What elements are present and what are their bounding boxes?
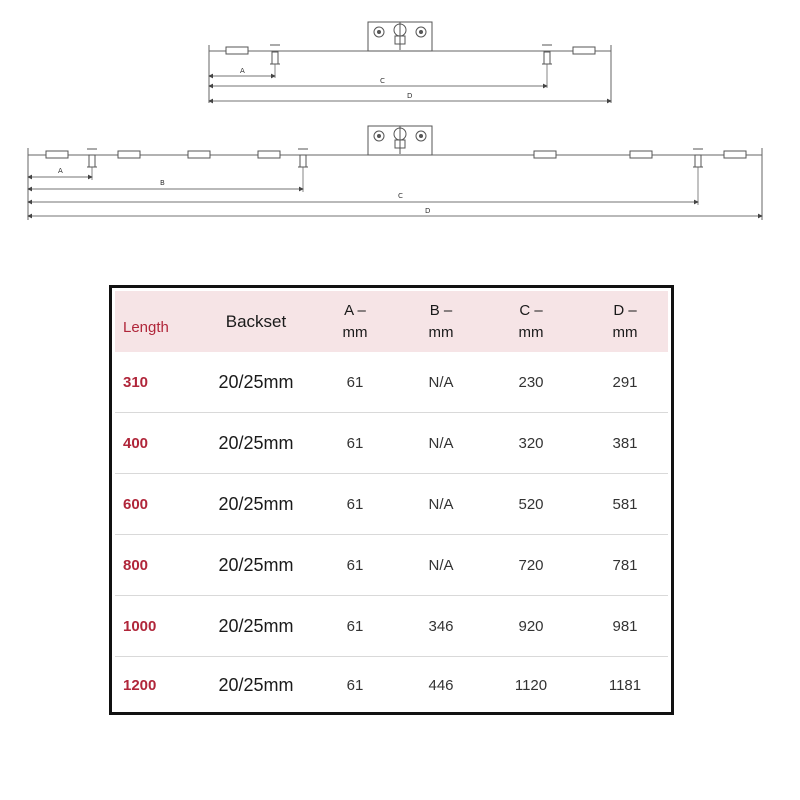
cell-d: 1181 bbox=[608, 676, 642, 694]
cell-b: N/A bbox=[428, 496, 454, 513]
svg-text:D: D bbox=[407, 92, 413, 100]
header-d-mm: D – mm bbox=[612, 301, 638, 341]
cell-b: N/A bbox=[428, 557, 454, 574]
cell-b: N/A bbox=[428, 435, 454, 452]
dimension-b-long bbox=[28, 179, 303, 189]
svg-text:C: C bbox=[380, 77, 385, 85]
hook-bolt-a bbox=[87, 149, 97, 167]
cell-length: 1000 bbox=[123, 618, 157, 635]
cell-length: 1200 bbox=[123, 676, 157, 694]
table-row bbox=[115, 413, 668, 474]
cell-d: 781 bbox=[612, 557, 638, 574]
table-row bbox=[115, 657, 668, 713]
long-lock-drawing bbox=[28, 126, 762, 220]
cell-d: 381 bbox=[612, 435, 638, 452]
table-row bbox=[115, 535, 668, 596]
short-lock-drawing bbox=[209, 22, 611, 103]
cell-b: 446 bbox=[428, 676, 454, 694]
cell-a: 61 bbox=[346, 435, 364, 452]
cell-backset: 20/25mm bbox=[218, 674, 294, 695]
cell-d: 581 bbox=[612, 496, 638, 513]
cell-length: 800 bbox=[123, 557, 149, 574]
cell-d: 291 bbox=[612, 374, 638, 391]
header-length: Length bbox=[123, 319, 169, 336]
svg-text:A: A bbox=[240, 67, 245, 75]
cell-backset: 20/25mm bbox=[218, 616, 294, 636]
hook-bolt-b bbox=[298, 149, 308, 167]
header-a-mm: A – mm bbox=[342, 301, 368, 341]
header-c-mm: C – mm bbox=[518, 301, 544, 341]
cell-backset: 20/25mm bbox=[218, 433, 294, 453]
hook-bolt-c bbox=[693, 149, 703, 167]
dimension-c-short bbox=[209, 77, 547, 86]
cell-length: 310 bbox=[123, 374, 149, 391]
header-backset: Backset bbox=[225, 311, 287, 331]
cell-a: 61 bbox=[346, 557, 364, 574]
cell-backset: 20/25mm bbox=[218, 494, 294, 514]
cell-c: 720 bbox=[518, 557, 544, 574]
multipoint-lock-diagrams bbox=[0, 0, 800, 240]
cell-a: 61 bbox=[346, 618, 364, 635]
hook-bolt-right bbox=[542, 45, 552, 64]
svg-text:B: B bbox=[160, 179, 165, 187]
svg-text:D: D bbox=[425, 207, 431, 215]
cell-d: 981 bbox=[612, 618, 638, 635]
gearbox-plate-long bbox=[368, 126, 432, 155]
cell-backset: 20/25mm bbox=[218, 372, 294, 392]
cell-length: 600 bbox=[123, 496, 149, 513]
hook-bolt-left bbox=[270, 45, 280, 64]
table-row bbox=[115, 474, 668, 535]
table-row bbox=[115, 352, 668, 413]
svg-text:A: A bbox=[58, 167, 63, 175]
cell-c: 920 bbox=[518, 618, 544, 635]
cell-a: 61 bbox=[346, 374, 364, 391]
cell-b: N/A bbox=[428, 374, 454, 391]
header-b-mm: B – mm bbox=[428, 301, 454, 341]
svg-text:C: C bbox=[398, 192, 403, 200]
cell-c: 1120 bbox=[514, 676, 548, 694]
cell-a: 61 bbox=[346, 676, 364, 694]
cell-c: 320 bbox=[518, 435, 544, 452]
gearbox-plate bbox=[368, 22, 432, 51]
cell-backset: 20/25mm bbox=[218, 555, 294, 575]
cell-c: 230 bbox=[518, 374, 544, 391]
dimension-c-long bbox=[28, 192, 698, 202]
cell-length: 400 bbox=[123, 435, 149, 452]
cell-c: 520 bbox=[518, 496, 544, 513]
dimension-a-short bbox=[209, 67, 275, 76]
cell-b: 346 bbox=[428, 618, 454, 635]
cell-a: 61 bbox=[346, 496, 364, 513]
dimension-d-short bbox=[209, 92, 611, 101]
dimension-table bbox=[109, 285, 674, 715]
table-header-row bbox=[115, 291, 668, 352]
dimension-a-long bbox=[28, 167, 92, 177]
dimension-d-long bbox=[28, 207, 762, 216]
table-row bbox=[115, 596, 668, 657]
